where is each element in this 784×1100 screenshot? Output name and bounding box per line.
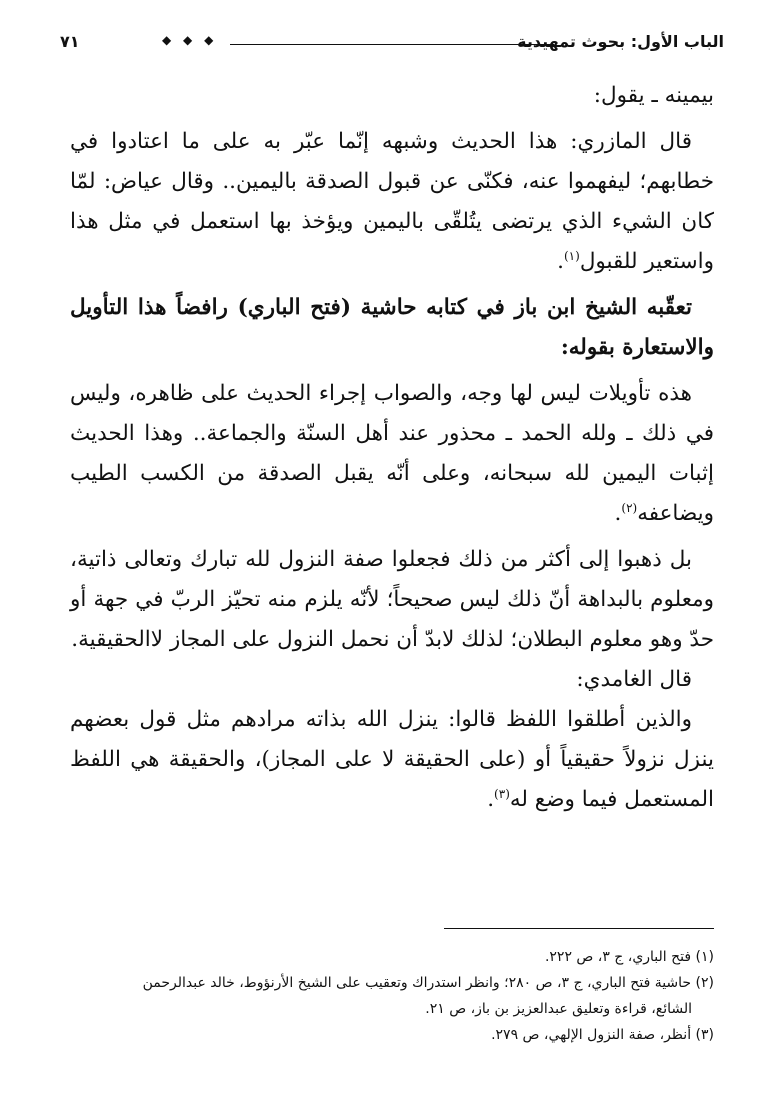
footnote-rule — [444, 928, 714, 929]
paragraph-text: قال المازري: هذا الحديث وشبهه إنّما عبّر به على ما اعتادوا في خطابهم؛ ليفهموا عنه، فكنّى عن قبول الصدقة باليمين.. وقال عياض: لمّا كان الشيء الذي يرتضى يتُلقّى باليمين ويؤخذ بها استعمل في مثل هذا واستعير للقبول — [70, 129, 714, 274]
speaker-line: قال الغامدي: — [576, 667, 692, 692]
footnote-marker[interactable]: (٣) — [494, 786, 510, 801]
paragraph-end: . — [487, 787, 495, 812]
running-title: الباب الأول: بحوث تمهيدية — [517, 32, 724, 51]
paragraph — [70, 122, 714, 282]
paragraph-text: والذين أطلقوا اللفظ قالوا: ينزل الله بذاته مرادهم مثل قول بعضهم ينزل نزولاً حقيقياً أو (على الحقيقة لا على المجاز)، والحقيقة هي اللفظ المستعمل فيما وضع له — [70, 707, 714, 812]
page-number: ٧١ — [60, 32, 80, 51]
body-text — [70, 76, 714, 820]
bold-lead: تعقّبه الشيخ ابن باز في كتابه حاشية (فتح الباري) رافضاً هذا التأويل والاستعارة بقوله: — [70, 295, 714, 360]
quoted-paragraph — [70, 374, 714, 534]
paragraph-end: . — [557, 249, 564, 274]
footnote-marker[interactable]: (١) — [563, 248, 580, 263]
paragraph-end: . — [614, 501, 622, 526]
footnote: (٢) حاشية فتح الباري، ج ٣، ص ٢٨٠؛ وانظر استدراك وتعقيب على الشيخ الأرنؤوط، خالد عبدالرحمن — [142, 975, 714, 991]
footnotes — [70, 944, 714, 1048]
paragraph — [70, 700, 714, 820]
paragraph: بيمينه ـ يقول: — [593, 83, 714, 108]
footnote: (٣) أنظر، صفة النزول الإلهي، ص ٢٧٩. — [491, 1027, 714, 1043]
diamond-ornament-icon: ◆ ◆ ◆ — [162, 33, 218, 47]
footnote: (١) فتح الباري، ج ٣، ص ٢٢٢. — [544, 949, 714, 965]
paragraph: بل ذهبوا إلى أكثر من ذلك فجعلوا صفة النزول لله تبارك وتعالى ذاتية، ومعلوم بالبداهة أنّ ذلك ليس صحيحاً؛ لأنّه يلزم منه تحيّز الربّ في جهة أو حدّ وهو معلوم البطلان؛ لذلك لابدّ أن نحمل النزول على المجاز لاالحقيقية. — [70, 547, 714, 652]
page-header — [60, 30, 724, 62]
header-rule — [230, 44, 554, 45]
paragraph — [70, 288, 714, 368]
paragraph-text: هذه تأويلات ليس لها وجه، والصواب إجراء الحديث على ظاهره، وليس في ذلك ـ ولله الحمد ـ محذور عند أهل السنّة والجماعة.. وهذا الحديث إثبات اليمين لله سبحانه، وعلى أنّه يقبل الصدقة من الكسب الطيب ويضاعفه — [70, 381, 714, 526]
footnote-continuation: الشائع، قراءة وتعليق عبدالعزيز بن باز، ص ٢١. — [425, 1001, 692, 1017]
footnote-marker[interactable]: (٢) — [621, 500, 638, 515]
